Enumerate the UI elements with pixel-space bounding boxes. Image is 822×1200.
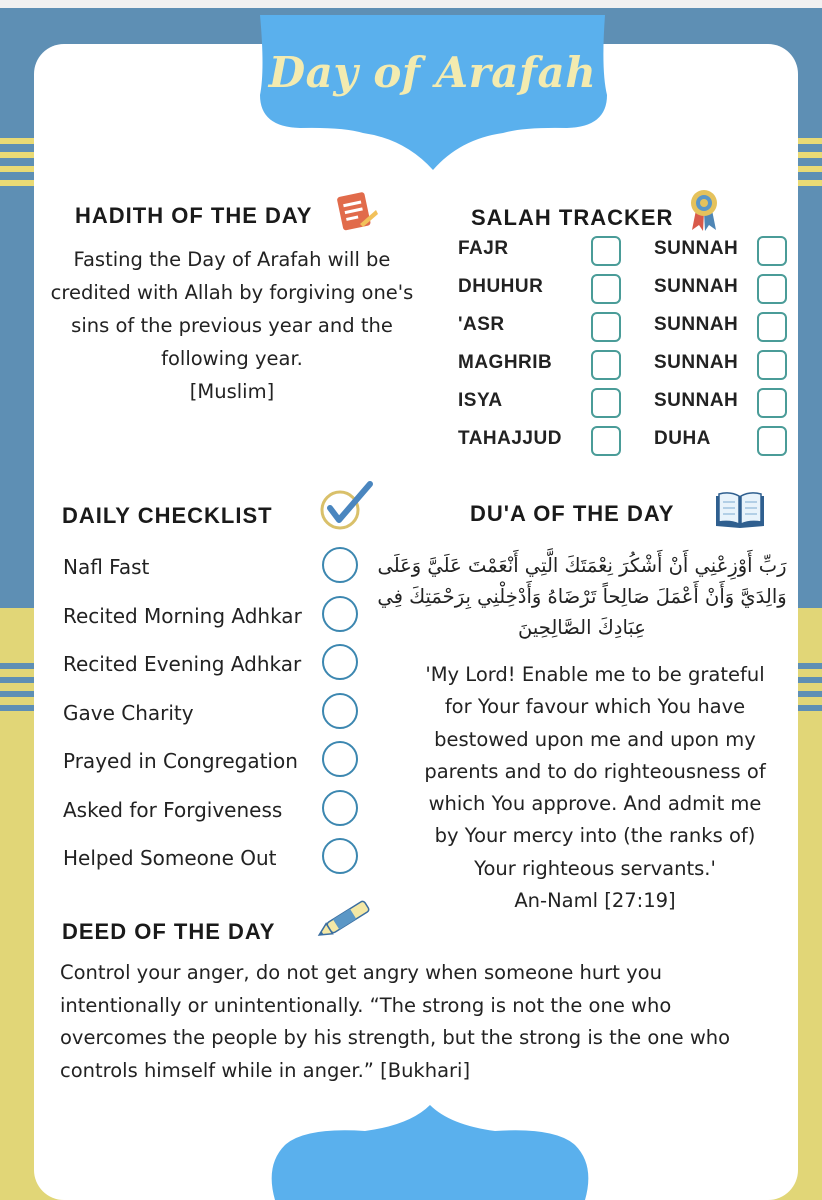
sunnah-checkbox[interactable] bbox=[757, 350, 787, 380]
checklist-checkbox[interactable] bbox=[322, 838, 358, 874]
dua-line: bestowed upon me and upon my bbox=[434, 727, 756, 751]
document-icon bbox=[330, 190, 380, 234]
salah-label: MAGHRIB bbox=[458, 352, 553, 373]
checklist-checkbox[interactable] bbox=[322, 790, 358, 826]
dua-line: Your righteous servants.' bbox=[474, 856, 716, 880]
deed-text bbox=[60, 957, 760, 1087]
sunnah-label: SUNNAH bbox=[654, 238, 739, 259]
salah-label: FAJR bbox=[458, 238, 509, 259]
checklist-checkbox[interactable] bbox=[322, 644, 358, 680]
checklist-item-label: Recited Morning Adhkar bbox=[63, 604, 302, 628]
salah-label: 'ASR bbox=[458, 314, 505, 335]
salah-label: ISYA bbox=[458, 390, 503, 411]
checklist-item-label: Recited Evening Adhkar bbox=[63, 652, 302, 676]
dua-arabic-line: رَبِّ أَوْزِعْنِي أَنْ أَشْكُرَ نِعْمَتَكَ الَّتِي أَنْعَمْتَ عَلَيَّ وَعَلَى bbox=[377, 554, 787, 577]
hadith-text bbox=[42, 243, 422, 408]
salah-label: DHUHUR bbox=[458, 276, 544, 297]
award-ribbon-icon bbox=[686, 188, 722, 232]
salah-checkbox[interactable] bbox=[591, 426, 621, 456]
dua-line: which You approve. And admit me bbox=[428, 792, 762, 816]
pen-icon bbox=[312, 890, 384, 944]
sunnah-checkbox[interactable] bbox=[757, 426, 787, 456]
dua-line: 'My Lord! Enable me to be grateful bbox=[425, 663, 765, 686]
deed-line: controls himself while in anger.” [Bukhari] bbox=[60, 1058, 471, 1082]
checklist-checkbox[interactable] bbox=[322, 547, 358, 583]
hadith-line: Fasting the Day of Arafah will be bbox=[73, 248, 391, 271]
dua-arabic bbox=[372, 550, 792, 643]
salah-checkbox[interactable] bbox=[591, 236, 621, 266]
sunnah-label: SUNNAH bbox=[654, 390, 739, 411]
sunnah-label: DUHA bbox=[654, 428, 711, 449]
salah-checkbox[interactable] bbox=[591, 312, 621, 342]
dua-translation bbox=[400, 659, 790, 917]
salah-heading: SALAH TRACKER bbox=[471, 205, 674, 230]
dua-arabic-line: وَالِدَيَّ وَأَنْ أَعْمَلَ صَالِحاً تَرْضَاهُ وَأَدْخِلْنِي بِرَحْمَتِكَ فِي bbox=[377, 585, 787, 608]
sunnah-label: SUNNAH bbox=[654, 314, 739, 335]
sunnah-checkbox[interactable] bbox=[757, 274, 787, 304]
checklist-item-label: Gave Charity bbox=[63, 701, 194, 725]
checklist-checkbox[interactable] bbox=[322, 693, 358, 729]
checklist-heading: DAILY CHECKLIST bbox=[62, 503, 273, 528]
hadith-line: following year. bbox=[161, 347, 303, 370]
dua-line: by Your mercy into (the ranks of) bbox=[434, 824, 756, 848]
dua-line: for Your favour which You have bbox=[444, 695, 746, 719]
open-book-icon bbox=[713, 490, 767, 530]
sunnah-label: SUNNAH bbox=[654, 352, 739, 373]
sunnah-checkbox[interactable] bbox=[757, 236, 787, 266]
salah-checkbox[interactable] bbox=[591, 350, 621, 380]
deed-line: overcomes the people by his strength, but the strong is the one who bbox=[60, 1026, 731, 1049]
deed-heading: DEED OF THE DAY bbox=[62, 919, 276, 944]
checklist-item-label: Asked for Forgiveness bbox=[63, 798, 283, 822]
hadith-source: [Muslim] bbox=[189, 380, 275, 403]
dua-heading: DU'A OF THE DAY bbox=[470, 501, 675, 526]
salah-checkbox[interactable] bbox=[591, 274, 621, 304]
sunnah-checkbox[interactable] bbox=[757, 312, 787, 342]
hadith-line: sins of the previous year and the bbox=[71, 314, 393, 337]
deed-line: intentionally or unintentionally. “The strong is not the one who bbox=[60, 993, 672, 1017]
checklist-item-label: Prayed in Congregation bbox=[63, 749, 298, 773]
deed-line: Control your anger, do not get angry when someone hurt you bbox=[60, 961, 662, 984]
checklist-checkbox[interactable] bbox=[322, 596, 358, 632]
sunnah-checkbox[interactable] bbox=[757, 388, 787, 418]
salah-checkbox[interactable] bbox=[591, 388, 621, 418]
checklist-item-label: Nafl Fast bbox=[63, 555, 150, 579]
checklist-item-label: Helped Someone Out bbox=[63, 846, 277, 870]
footer-tab bbox=[255, 1105, 605, 1200]
dua-line: parents and to do righteousness of bbox=[424, 759, 766, 783]
hadith-line: credited with Allah by forgiving one's bbox=[50, 281, 414, 304]
checkmark-circle-icon bbox=[318, 480, 374, 534]
dua-arabic-line: عِبَادِكَ الصَّالِحِينَ bbox=[518, 616, 646, 639]
dua-source: An-Naml [27:19] bbox=[514, 889, 676, 913]
hadith-heading: HADITH OF THE DAY bbox=[75, 203, 313, 228]
sunnah-label: SUNNAH bbox=[654, 276, 739, 297]
page-title: Day of Arafah bbox=[268, 48, 597, 97]
salah-label: TAHAJJUD bbox=[458, 428, 562, 449]
checklist-checkbox[interactable] bbox=[322, 741, 358, 777]
